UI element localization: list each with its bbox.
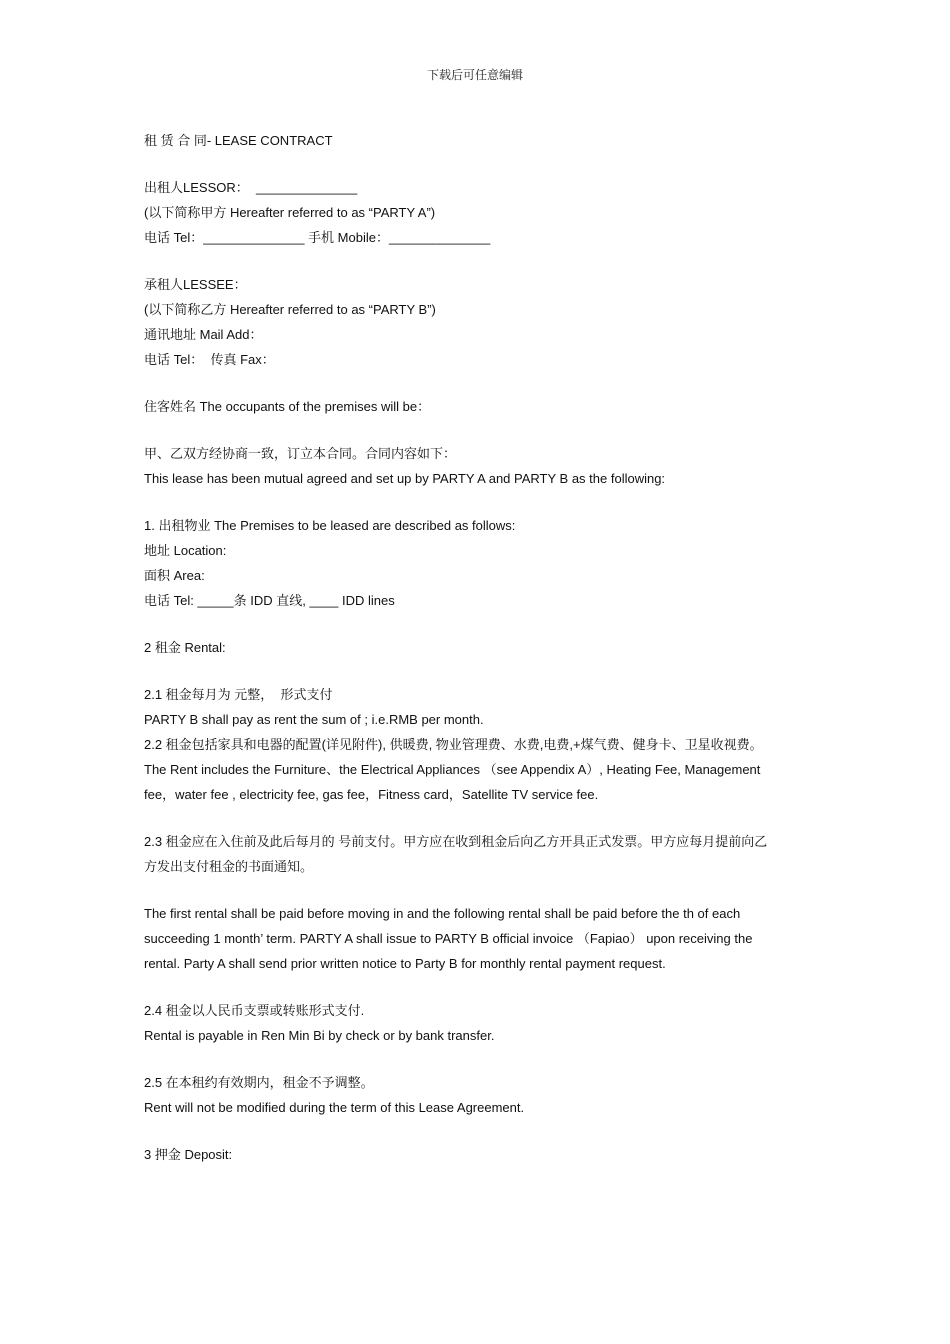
section2-2-cn: 2.2 租金包括家具和电器的配置(详见附件), 供暖费, 物业管理费、水费,电费,+煤气费、健身卡、卫星收视费。 <box>144 737 763 752</box>
lessee-name-line: 承租人LESSEE： <box>144 277 247 292</box>
contract-title: 租 赁 合 同- LEASE CONTRACT <box>144 133 333 148</box>
section2-4-en: Rental is payable in Ren Min Bi by check or by bank transfer. <box>144 1028 495 1043</box>
agreement-en: This lease has been mutual agreed and set up by PARTY A and PARTY B as the following: <box>144 471 666 486</box>
section2-1-cn: 2.1 租金每月为 元整， 形式支付 <box>144 687 333 702</box>
section2-2-en-2: fee，water fee , electricity fee, gas fee，Fitness card，Satellite TV service fee. <box>144 787 599 802</box>
section2-heading: 2 租金 Rental: <box>144 640 226 655</box>
section2-5-en: Rent will not be modified during the term of this Lease Agreement. <box>144 1100 525 1115</box>
agreement-cn: 甲、乙双方经协商一致，订立本合同。合同内容如下： <box>144 446 457 461</box>
lessee-tel-line: 电话 Tel： 传真 Fax： <box>144 352 275 367</box>
lessor-refer-line: (以下简称甲方 Hereafter referred to as “PARTY A”) <box>144 205 436 220</box>
section1-heading: 1. 出租物业 The Premises to be leased are described as follows: <box>144 518 516 533</box>
section3-heading: 3 押金 Deposit: <box>144 1147 233 1162</box>
section2-3-en-2: succeeding 1 month’ term. PARTY A shall issue to PARTY B official invoice （Fapiao） upon receiving the <box>144 931 753 946</box>
lessor-name-line: 出租人LESSOR： ______________ <box>144 180 358 195</box>
lessee-refer-line: (以下简称乙方 Hereafter referred to as “PARTY B”) <box>144 302 436 317</box>
section2-4-cn: 2.4 租金以人民币支票或转账形式支付. <box>144 1003 365 1018</box>
section2-5-cn: 2.5 在本租约有效期内，租金不予调整。 <box>144 1075 374 1090</box>
section2-3-cn-2: 方发出支付租金的书面通知。 <box>144 859 314 874</box>
page-header: 下载后可任意编辑 <box>426 68 523 82</box>
section2-3-en-3: rental. Party A shall send prior written notice to Party B for monthly rental payment request. <box>144 956 666 971</box>
lessee-mail-line: 通讯地址 Mail Add： <box>144 327 263 342</box>
section1-location: 地址 Location: <box>144 543 227 558</box>
occupants-line: 住客姓名 The occupants of the premises will be： <box>144 399 431 414</box>
contract-body <box>144 128 796 1167</box>
lessor-tel-line: 电话 Tel：______________ 手机 Mobile：______________ <box>144 230 491 245</box>
section1-tel: 电话 Tel: _____条 IDD 直线, ____ IDD lines <box>144 593 395 608</box>
section2-3-en-1: The first rental shall be paid before moving in and the following rental shall be paid before the th of each <box>144 906 741 921</box>
section2-3-cn-1: 2.3 租金应在入住前及此后每月的 号前支付。甲方应在收到租金后向乙方开具正式发票。甲方应每月提前向乙 <box>144 834 768 849</box>
section1-area: 面积 Area: <box>144 568 205 583</box>
section2-2-en-1: The Rent includes the Furniture、the Electrical Appliances （see Appendix A）, Heating Fee, Management <box>144 762 761 777</box>
section2-1-en: PARTY B shall pay as rent the sum of ; i.e.RMB per month. <box>144 712 484 727</box>
